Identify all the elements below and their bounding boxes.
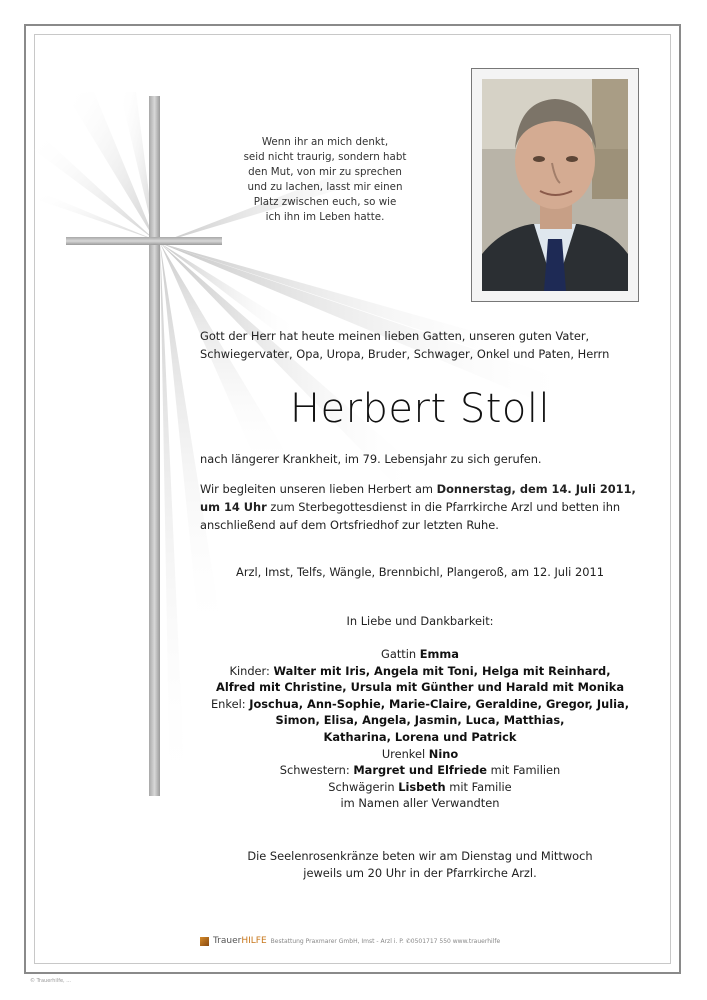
names: Simon, Elisa, Angela, Jasmin, Luca, Matthias, — [275, 713, 565, 728]
trauerhilfe-logo-icon — [200, 937, 209, 946]
family-children-cont — [200, 679, 640, 696]
trauerhilfe-logo — [213, 936, 267, 946]
portrait-frame — [471, 68, 639, 302]
suffix: mit Familien — [486, 763, 561, 778]
name: Nino — [428, 746, 459, 761]
cross-vertical — [149, 96, 160, 796]
logo-part: HILFE — [241, 936, 267, 946]
family-sisters — [200, 762, 640, 779]
label: Gattin — [381, 647, 420, 661]
family-great-grandchildren — [200, 746, 640, 763]
names: Katharina, Lorena und Patrick — [323, 729, 517, 744]
footer — [200, 936, 640, 946]
label: Schwägerin — [328, 779, 399, 794]
credit: © Trauerhilfe, ... — [30, 978, 71, 984]
funeral-pre: Wir begleiten unseren lieben Herbert am — [200, 482, 437, 496]
family-grandchildren-cont — [200, 712, 640, 729]
family-relatives: im Namen aller Verwandten — [340, 796, 500, 811]
name: Lisbeth — [398, 779, 446, 794]
names: Margret und Elfriede — [353, 763, 487, 778]
label: Enkel: — [210, 696, 250, 711]
names: Joschua, Ann-Sophie, Marie-Claire, Geraldine, Gregor, Julia, — [249, 696, 630, 711]
funeral-date: Donnerstag, dem 14. Juli 2011, um 14 Uhr — [200, 482, 636, 514]
suffix: mit Familie — [445, 779, 512, 794]
poem: Wenn ihr an mich denkt, seid nicht traurig, sondern habt den Mut, von mir zu sprechen und zu lachen, lasst mir einen Platz zwischen euch, so wie ich ihn im Leben hatte. — [243, 136, 407, 223]
names: Alfred mit Christine, Ursula mit Günther und Harald mit Monika — [216, 680, 624, 695]
rosary-line-1: Die Seelenrosenkränze beten wir am Dienstag und Mittwoch — [247, 849, 593, 863]
logo-part: Trauer — [213, 936, 242, 946]
family-grandchildren-cont — [200, 729, 640, 746]
family-sister-in-law — [200, 779, 640, 796]
death-notice: nach längerer Krankheit, im 79. Lebensjahr zu sich gerufen. — [200, 452, 542, 466]
funeral-info — [200, 480, 640, 534]
thanks-heading: In Liebe und Dankbarkeit: — [346, 614, 494, 628]
family-grandchildren — [200, 696, 640, 713]
intro-text: Gott der Herr hat heute meinen lieben Gatten, unseren guten Vater, Schwiegervater, Opa, Uropa, Bruder, Schwager, Onkel und Paten, Herrn — [200, 329, 610, 361]
funeral-post: zum Sterbegottesdienst in die Pfarrkirche Arzl und betten ihn anschließend auf dem Ortsfriedhof zur letzten Ruhe. — [200, 500, 621, 532]
family-list — [200, 646, 640, 812]
deceased-name: Herbert Stoll — [289, 386, 551, 432]
names: Walter mit Iris, Angela mit Toni, Helga mit Reinhard, — [273, 663, 611, 678]
place-date: Arzl, Imst, Telfs, Wängle, Brennbichl, Plangeroß, am 12. Juli 2011 — [236, 565, 604, 579]
family-children — [200, 663, 640, 680]
portrait-photo — [482, 79, 628, 291]
cross-horizontal — [66, 237, 222, 245]
footer-text: Bestattung Praxmarer GmbH, Imst - Arzl i. P. ✆0501717 550 www.trauerhilfe — [270, 937, 501, 945]
label: Kinder: — [229, 663, 274, 678]
family-wife — [200, 646, 640, 663]
rosary-info — [200, 848, 640, 882]
label: Urenkel — [381, 746, 429, 761]
label: Schwestern: — [279, 763, 354, 778]
rosary-line-2: jeweils um 20 Uhr in der Pfarrkirche Arzl. — [303, 866, 537, 880]
name: Emma — [419, 647, 459, 661]
